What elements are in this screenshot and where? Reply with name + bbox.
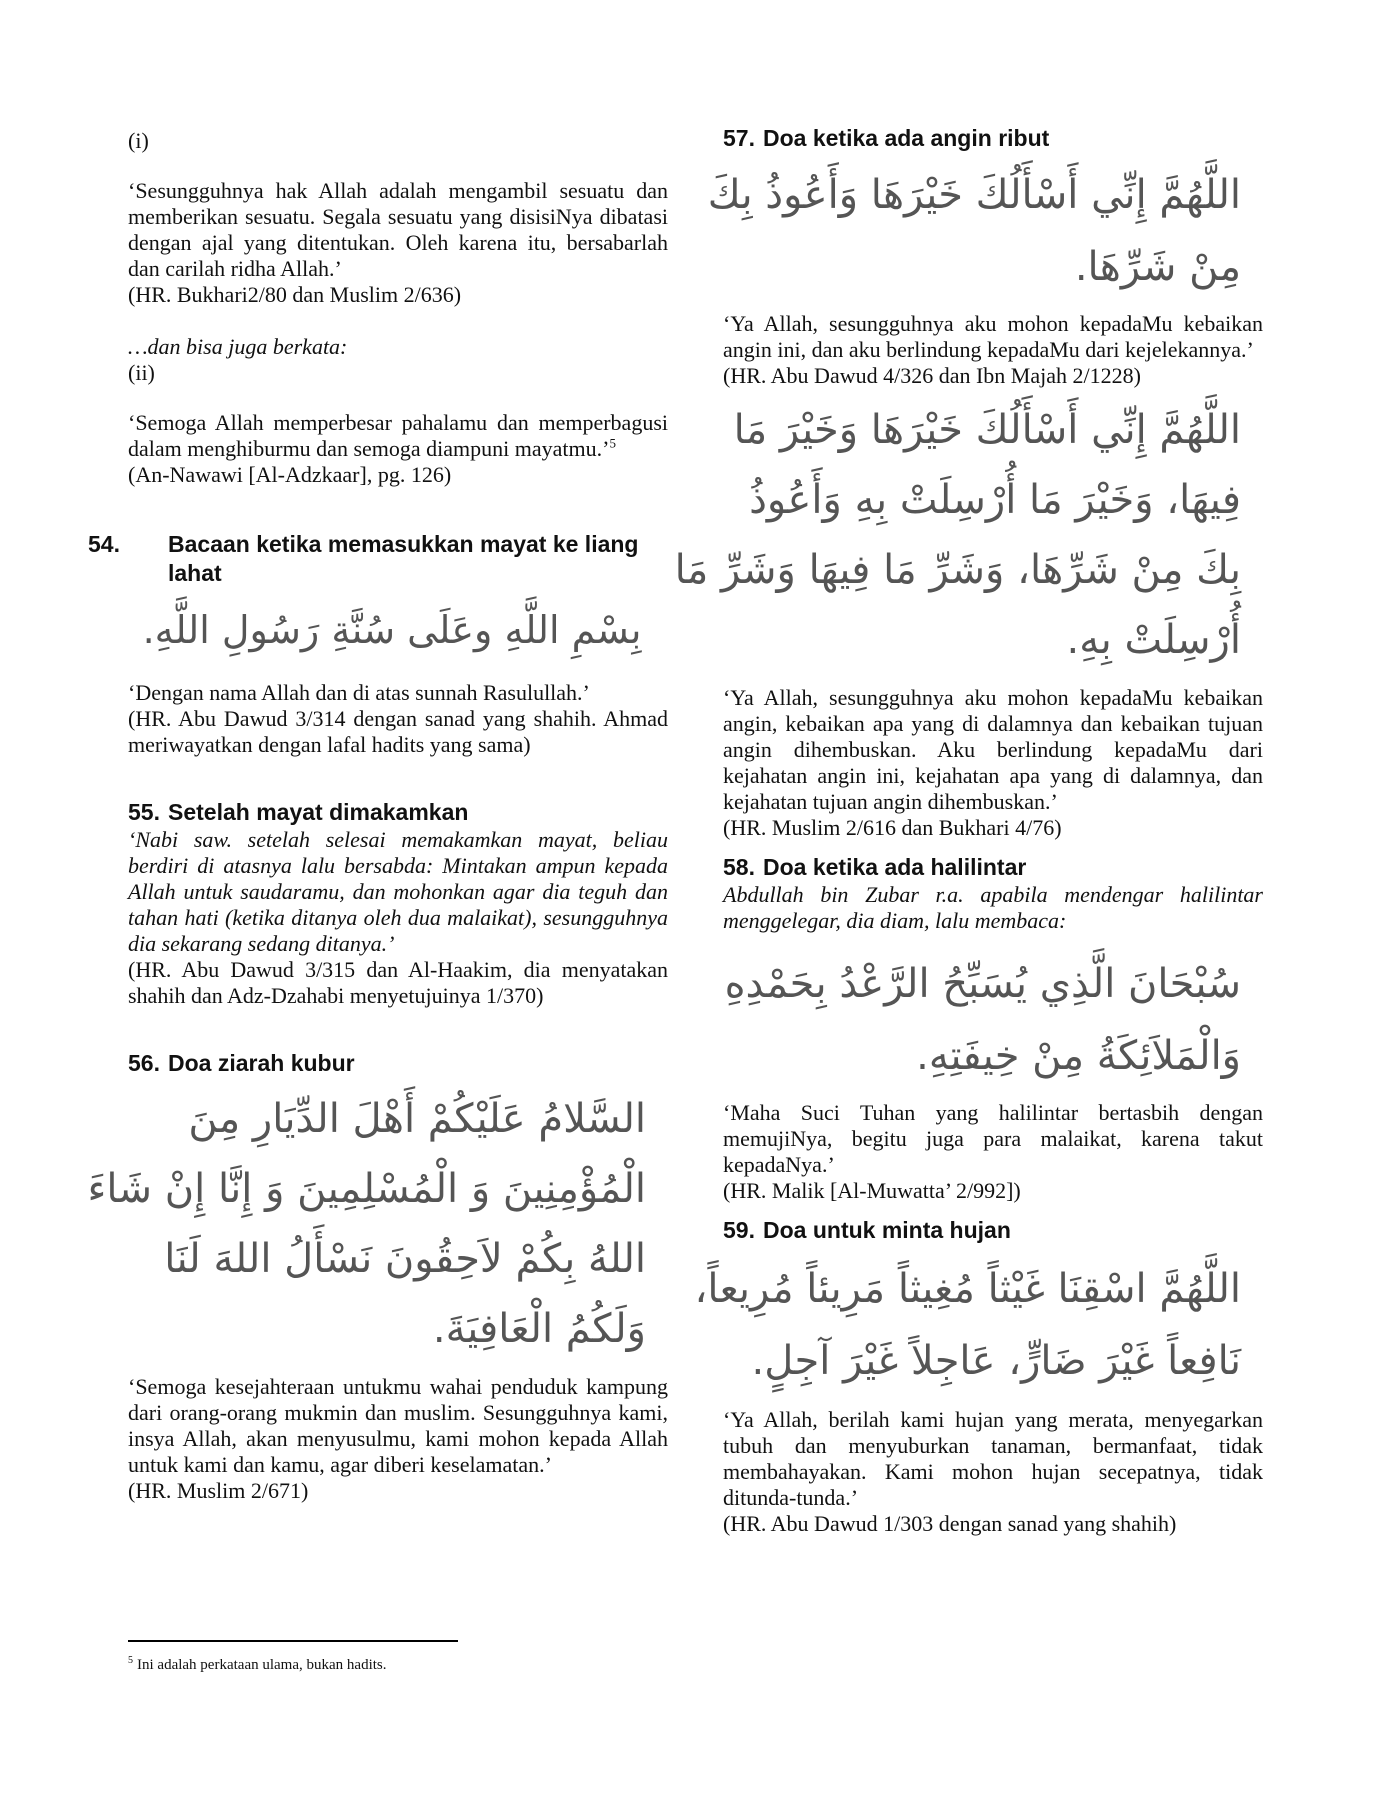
section-55-body: ‘Nabi saw. setelah selesai memakamkan mayat, beliau berdiri di atasnya lalu bersabda: Mintakan ampun kepada Allah untuk saudaramu, dan mohonkan agar dia teguh dan tahan hati (ketika ditanya oleh dua malaikat), sesungguhnya dia sekarang sedang ditanya.’ [128, 827, 668, 956]
arabic-line: اللَّهُمَّ إِنِّي أَسْأَلُكَ خَيْرَهَا وَأَعُوذُ بِكَ [707, 172, 1241, 218]
condolence-ref-1: (HR. Bukhari2/80 dan Muslim 2/636) [128, 282, 462, 307]
arabic-line: نَافِعاً غَيْرَ ضَارٍّ، عَاجِلاً غَيْرَ آجِلٍ. [751, 1338, 1241, 1384]
arabic-line: فِيهَا، وَخَيْرَ مَا أُرْسِلَتْ بِهِ وَأَعُوذُ [749, 477, 1241, 523]
section-54-ref: (HR. Abu Dawud 3/314 dengan sanad yang shahih. Ahmad meriwayatkan dengan lafal hadits yang sama) [128, 706, 668, 757]
alternative-intro: …dan bisa juga berkata: [128, 334, 348, 359]
arabic-line: السَّلامُ عَلَيْكُمْ أَهْلَ الدِّيَارِ مِنَ [188, 1096, 646, 1142]
condolence-quote-1: ‘Sesungguhnya hak Allah adalah mengambil sesuatu dan memberikan sesuatu. Segala sesuatu yang disisiNya dibatasi dengan ajal yang ditentukan. Oleh karena itu, bersabarlah dan carilah ridha Allah.’ [128, 178, 668, 281]
section-55-ref: (HR. Abu Dawud 3/315 dan Al-Haakim, dia menyatakan shahih dan Adz-Dzahabi menyetujuinya 1/370) [128, 957, 668, 1008]
roman-numeral-ii: (ii) [128, 360, 155, 385]
section-58-title: Doa ketika ada halilintar [763, 854, 1027, 880]
section-58-heading [723, 853, 1263, 882]
section-54-arabic [138, 594, 646, 666]
left-column [87, 128, 668, 1504]
section-56-heading [128, 1049, 668, 1078]
section-55-heading [128, 798, 668, 827]
arabic-line: وَلَكُمُ الْعَافِيَةَ. [432, 1306, 646, 1352]
section-57-ref-2: (HR. Muslim 2/616 dan Bukhari 4/76) [723, 815, 1062, 840]
arabic-line: اللَّهُمَّ إِنِّي أَسْأَلُكَ خَيْرَهَا وَخَيْرَ مَا [733, 407, 1241, 453]
right-column [674, 125, 1263, 1537]
section-56-ref: (HR. Muslim 2/671) [128, 1478, 309, 1503]
arabic-line: اللهُ بِكُمْ لاَحِقُونَ نَسْأَلُ اللهَ لَنَا [164, 1236, 646, 1282]
section-59-translation: ‘Ya Allah, berilah kami hujan yang merata, menyegarkan tubuh dan menyuburkan tanaman, bermanfaat, tidak membahayakan. Kami mohon hujan secepatnya, tidak ditunda-tunda.’ [723, 1407, 1263, 1510]
section-58-translation: ‘Maha Suci Tuhan yang halilintar bertasbih dengan memujiNya, begitu juga para malaikat, karena takut kepadaNya.’ [723, 1100, 1263, 1177]
section-56-number: 56. [128, 1050, 160, 1076]
section-59-heading [723, 1216, 1263, 1245]
arabic-line: اللَّهُمَّ اسْقِنَا غَيْثاً مُغِيثاً مَرِيئاً مُرِيعاً، [694, 1266, 1241, 1312]
section-58-arabic [724, 948, 1241, 1092]
condolence-quote-2 [128, 410, 668, 462]
condolence-quote-2-text: ‘Semoga Allah memperbesar pahalamu dan memperbagusi dalam menghiburmu dan semoga diampuni mayatmu.’ [128, 410, 668, 461]
section-58-intro: Abdullah bin Zubar r.a. apabila mendengar halilintar menggelegar, dia diam, lalu membaca: [723, 882, 1263, 933]
arabic-line: بِسْمِ اللَّهِ وعَلَى سُنَّةِ رَسُولِ اللَّهِ. [142, 608, 642, 652]
section-58-number: 58. [723, 854, 755, 880]
section-54-heading [88, 530, 668, 588]
section-54-number: 54. [88, 531, 120, 557]
footnote [128, 1652, 387, 1674]
section-59-ref: (HR. Abu Dawud 1/303 dengan sanad yang shahih) [723, 1511, 1177, 1536]
section-57-title: Doa ketika ada angin ribut [763, 125, 1050, 151]
condolence-ref-2: (An-Nawawi [Al-Adzkaar], pg. 126) [128, 462, 452, 487]
arabic-line: أُرْسِلَتْ بِهِ. [1066, 617, 1241, 663]
footnote-text: Ini adalah perkataan ulama, bukan hadits. [137, 1657, 387, 1673]
arabic-line: الْمُؤْمِنِينَ وَ الْمُسْلِمِينَ وَ إِنَّا إِنْ شَاءَ [87, 1166, 646, 1212]
section-57-translation-1: ‘Ya Allah, sesungguhnya aku mohon kepadaMu kebaikan angin ini, dan aku berlindung kepadaMu dari kejelekannya.’ [723, 311, 1263, 362]
section-56-translation: ‘Semoga kesejahteraan untukmu wahai penduduk kampung dari orang-orang mukmin dan muslim. Sesungguhnya kami, insya Allah, akan menyusulmu, kami mohon kepada Allah untuk kami dan kamu, agar diberi keselamatan.’ [128, 1374, 668, 1477]
section-57-ref-1: (HR. Abu Dawud 4/326 dan Ibn Majah 2/1228) [723, 363, 1141, 388]
section-55-title: Setelah mayat dimakamkan [168, 799, 469, 825]
section-58-ref: (HR. Malik [Al-Muwatta’ 2/992]) [723, 1178, 1021, 1203]
arabic-line: وَالْمَلاَئِكَةُ مِنْ خِيفَتِهِ. [916, 1033, 1241, 1079]
section-57-translation-2: ‘Ya Allah, sesungguhnya aku mohon kepadaMu kebaikan angin, kebaikan apa yang di dalamnya dan kebaikan tujuan angin dihembuskan. Aku berlindung kepadaMu dari kejahatan angin ini, kejahatan apa yang di dalamnya, dan kejahatan tujuan angin dihembuskan.’ [723, 685, 1263, 814]
section-56-arabic [87, 1084, 646, 1364]
arabic-line: سُبْحَانَ الَّذِي يُسَبِّحُ الرَّعْدُ بِحَمْدِهِ [724, 961, 1241, 1007]
section-54-title: Bacaan ketika memasukkan mayat ke liang lahat [168, 531, 639, 586]
arabic-line: مِنْ شَرِّهَا. [1074, 244, 1241, 290]
section-57-arabic-1 [707, 159, 1241, 303]
section-57-number: 57. [723, 125, 755, 151]
footnote-reference[interactable]: 5 [609, 435, 616, 451]
section-54-translation: ‘Dengan nama Allah dan di atas sunnah Rasulullah.’ [128, 680, 590, 705]
section-55-number: 55. [128, 799, 160, 825]
footnote-mark: 5 [128, 1655, 133, 1666]
section-59-title: Doa untuk minta hujan [763, 1217, 1011, 1243]
section-56-title: Doa ziarah kubur [168, 1050, 355, 1076]
section-57-heading [723, 124, 1263, 153]
section-59-number: 59. [723, 1217, 755, 1243]
footnote-divider [128, 1640, 458, 1642]
section-59-arabic [694, 1253, 1241, 1397]
arabic-line: بِكَ مِنْ شَرِّهَا، وَشَرِّ مَا فِيهَا وَشَرِّ مَا [674, 547, 1241, 593]
section-57-arabic-2 [674, 395, 1241, 675]
roman-numeral-i: (i) [128, 128, 149, 153]
